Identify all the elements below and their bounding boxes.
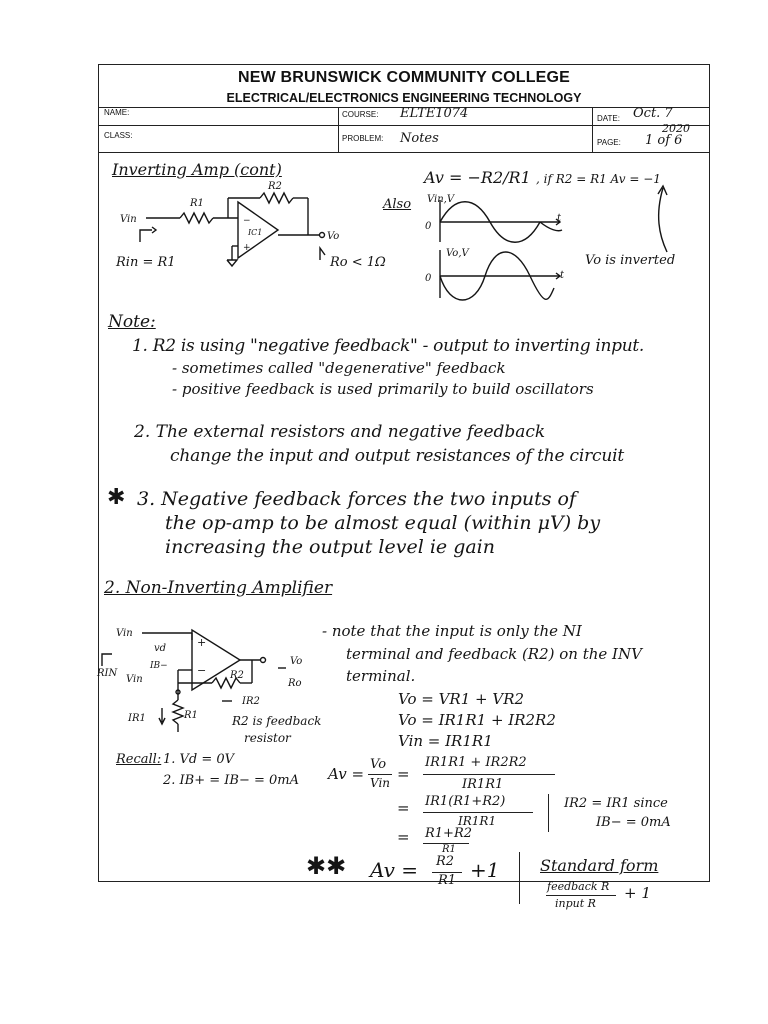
noninv-desc-line-1: - note that the input is only the NI: [322, 622, 582, 640]
form-divider-1: [338, 107, 339, 152]
final-num: R2: [436, 854, 455, 869]
note-item-3-line-2: the op-amp to be almost equal (within μV) by: [165, 512, 601, 534]
problem-label: PROBLEM:: [342, 134, 384, 143]
r2-feedback-note-line-1: R2 is feedback: [232, 714, 322, 728]
vin-axis-label: Vin,V: [427, 194, 455, 205]
av-bar-1: [423, 774, 555, 775]
inverting-amp-schematic: [110, 180, 360, 270]
standard-form-label: Standard form: [540, 856, 659, 875]
av-lhs: Av =: [328, 765, 365, 783]
noninv-heading: 2. Non-Inverting Amplifier: [104, 578, 333, 598]
r2-feedback-note-line-2: resistor: [244, 731, 291, 745]
svg-text:+: +: [197, 636, 207, 649]
standard-form-den: input R: [555, 897, 596, 910]
note-item-1: 1. R2 is using "negative feedback" - output to inverting input.: [132, 336, 645, 356]
since-line-1: IR2 = IR1 since: [564, 796, 668, 811]
inv-r1-resistor: [180, 213, 213, 223]
av-step2-den: IR1R1: [458, 814, 497, 828]
inv-vin-label: Vin: [120, 214, 137, 225]
ni-ib-label: IB−: [150, 661, 168, 671]
av-vo-over-vin-num: Vo: [370, 757, 387, 772]
noninv-eq-1: Vo = VR1 + VR2: [398, 690, 525, 708]
recall-item-2: 2. IB+ = IB− = 0mA: [163, 773, 299, 788]
since-line-2: IB− = 0mA: [596, 815, 671, 830]
standard-form-plus: + 1: [624, 884, 651, 902]
final-den: R1: [438, 873, 457, 888]
av-equals-1: =: [397, 765, 410, 783]
av-vo-over-vin-den: Vin: [370, 776, 391, 790]
course-value: ELTE1074: [400, 106, 469, 121]
svg-text:−: −: [197, 664, 207, 677]
problem-value: Notes: [400, 131, 439, 146]
date-label: DATE:: [597, 114, 620, 123]
inv-ic-label: IC1: [248, 228, 263, 237]
inverting-heading: Inverting Amp (cont): [112, 160, 282, 179]
ni-rin-label: RIN: [97, 668, 118, 679]
page-label: PAGE:: [597, 138, 621, 147]
since-divider: [548, 794, 549, 832]
av-step3-den: R1: [442, 844, 456, 855]
vin-t-label: t: [557, 213, 562, 224]
double-star-icon: ✱✱: [306, 852, 347, 880]
vo-zero-label: 0: [425, 273, 432, 284]
course-label: COURSE:: [342, 110, 379, 119]
form-rule-mid: [98, 125, 710, 126]
inverted-note-arrow: [645, 180, 675, 260]
college-title: NEW BRUNSWICK COMMUNITY COLLEGE: [237, 69, 571, 86]
ni-ro-label: Ro: [288, 678, 302, 689]
ni-ir1-label: IR1: [128, 713, 146, 724]
form-divider-2: [592, 107, 593, 152]
inv-r2-label: R2: [268, 181, 282, 192]
av-step3-num: R1+R2: [425, 826, 473, 841]
recall-label: Recall:: [116, 752, 162, 767]
inverting-waveforms: [430, 190, 590, 300]
av-den: IR1R1: [462, 777, 504, 792]
star-icon: ✱: [107, 485, 126, 510]
inverting-gain: Av = −R2/R1: [424, 168, 531, 187]
ni-vd-label: vd: [154, 643, 167, 654]
vin-zero-label: 0: [425, 221, 432, 232]
ni-ir2-label: IR2: [242, 696, 260, 707]
note-item-1-sub-1: - sometimes called "degenerative" feedback: [172, 359, 506, 377]
av-equals-3: =: [397, 828, 410, 846]
ni-r1-resistor: [173, 700, 183, 724]
inv-r2-resistor: [260, 193, 293, 203]
vo-inverted-note: Vo is inverted: [585, 253, 676, 268]
standard-form-divider: [519, 852, 520, 904]
ni-vo-label: Vo: [290, 656, 303, 667]
page-value: 1 of 6: [645, 133, 683, 148]
av-vo-over-vin-bar: [368, 774, 392, 775]
inv-vo-label: Vo: [327, 231, 340, 242]
vo-axis-label: Vo,V: [446, 248, 469, 259]
final-av-lhs: Av =: [370, 858, 419, 882]
note-item-2-line-2: change the input and output resistances of the circuit: [170, 446, 624, 466]
standard-form-num: feedback R: [547, 880, 610, 893]
class-label: CLASS:: [104, 131, 133, 140]
final-plus-one: +1: [470, 858, 500, 882]
ni-vin-label-2: Vin: [126, 674, 143, 685]
av-num: IR1R1 + IR2R2: [425, 755, 527, 770]
note-heading: Note:: [108, 312, 156, 332]
ro-label: Ro < 1Ω: [330, 255, 386, 270]
svg-text:+: +: [243, 243, 251, 253]
ni-vin-label: Vin: [116, 628, 133, 639]
noninv-eq-2: Vo = IR1R1 + IR2R2: [398, 711, 556, 729]
inverting-gain-condition: , if R2 = R1 Av = −1: [536, 172, 661, 186]
inv-r1-label: R1: [190, 198, 204, 209]
form-rule-bottom: [98, 152, 710, 153]
note-item-2-line-1: 2. The external resistors and negative feedback: [134, 422, 546, 442]
recall-item-1: 1. Vd = 0V: [163, 752, 235, 767]
ni-r2-label: R2: [230, 670, 244, 681]
ni-r1-label: R1: [184, 710, 198, 721]
date-value: Oct. 7: [633, 106, 673, 121]
standard-form-bar: [546, 895, 616, 896]
note-item-3-line-1: 3. Negative feedback forces the two inputs of: [137, 488, 576, 510]
name-label: NAME:: [104, 108, 130, 117]
also-label: Also: [383, 197, 412, 212]
av-step2-num: IR1(R1+R2): [425, 794, 506, 809]
av-bar-2: [423, 812, 533, 813]
program-title: ELECTRICAL/ELECTRONICS ENGINEERING TECHNOLOGY: [226, 91, 582, 105]
noninv-desc-line-2: terminal and feedback (R2) on the INV: [346, 645, 642, 663]
vo-t-label: t: [560, 270, 565, 281]
noninv-eq-3: Vin = IR1R1: [398, 732, 493, 750]
date-year: 2020: [662, 122, 690, 135]
noninv-desc-line-3: terminal.: [346, 667, 416, 685]
rin-label: Rin = R1: [116, 255, 176, 270]
svg-text:−: −: [243, 216, 251, 226]
note-item-1-sub-2: - positive feedback is used primarily to build oscillators: [172, 380, 594, 398]
note-item-3-line-3: increasing the output level ie gain: [165, 536, 495, 558]
av-equals-2: =: [397, 799, 410, 817]
